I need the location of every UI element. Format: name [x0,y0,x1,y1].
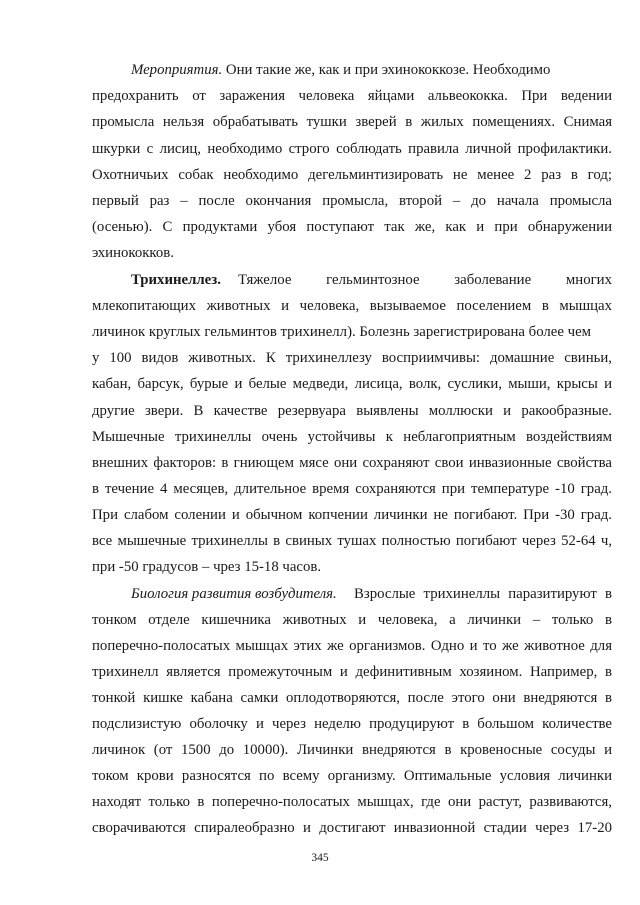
section-lead-measures: Мероприятия. [131,62,223,78]
page-number: 345 [311,852,329,864]
text-run: Взрослые трихинеллы паразитируют в [354,586,612,602]
text-run: сворачиваются спиралеобразно и достигают инвазионной стадии через 17-20 [92,820,612,836]
text-run: тонкой кишке кабана самки оплодотворяются, после этого они внедряются в [92,690,612,706]
text-run: предохранить от заражения человека яйцами альвеококка. При ведении [92,88,612,104]
text-line [0,686,640,710]
text-line [0,346,640,370]
text-run: промысла нельзя обрабатывать тушки зверей в жилых помещениях. Снимая [92,114,612,130]
text-run: в течение 4 месяцев, длительное время сохраняются при температуре -10 град. [92,481,612,497]
text-line [0,372,640,396]
text-run: другие звери. В качестве резервуара выявлены моллюски и ракообразные. [92,403,612,419]
section-lead-biology: Биология развития возбудителя. [131,586,337,602]
text-run: внешних факторов: в гниющем мясе они сохраняют свои инвазионные свойства [92,455,612,471]
text-line [0,84,640,108]
text-run: находят только в поперечно-полосатых мышцах, где они растут, развиваются, [92,794,612,810]
text-run: личинок (от 1500 до 10000). Личинки внедряются в кровеносные сосуды и [92,742,612,758]
text-run: тонком отделе кишечника животных и человека, а личинки – только в [92,612,612,628]
text-run: при -50 градусов – чрез 15-18 часов. [92,559,322,575]
text-run: млекопитающих животных и человека, вызываемое поселением в мышцах [92,298,612,314]
text-line [0,268,640,292]
text-run: личинок круглых гельминтов трихинелл). Болезнь зарегистрирована более чем [92,324,591,340]
text-line [0,608,640,632]
text-run: первый раз – после окончания промысла, второй – до начала промысла [92,193,612,209]
text-line [0,477,640,501]
text-run: кабан, барсук, бурые и белые медведи, лисица, волк, суслики, мыши, крысы и [92,376,612,392]
text-run: Мышечные трихинеллы очень устойчивы к неблагоприятным воздействиям [92,429,612,445]
text-run: При слабом солении и обычном копчении личинки не погибают. При -30 град. [92,507,612,523]
text-line [0,738,640,762]
text-line [0,634,640,658]
text-line [0,58,640,82]
text-run: шкурки с лисиц, необходимо строго соблюдать правила личной профилактики. [92,141,612,157]
text-line [0,215,640,239]
text-run: Они такие же, как и при эхинококкозе. Необходимо [225,62,551,78]
text-run: у 100 видов животных. К трихинеллезу восприимчивы: домашние свиньи, [92,350,612,366]
text-line [0,294,640,318]
text-line [0,582,640,606]
text-line [0,712,640,736]
text-line [0,790,640,814]
text-run: эхинококков. [92,245,174,261]
text-line [0,189,640,213]
text-line [0,529,640,553]
text-line [0,660,640,684]
text-line [0,399,640,423]
text-run: Охотничьих собак необходимо дегельминтизировать не менее 2 раз в год; [92,167,612,183]
text-line [0,503,640,527]
text-line [0,425,640,449]
text-line [0,163,640,187]
text-run: током крови разносятся по всему организму. Оптимальные условия личинки [92,768,612,784]
text-line [0,764,640,788]
text-run: Тяжелое гельминтозное заболевание многих [238,272,612,288]
text-line [0,816,640,840]
text-run: поперечно-полосатых мышцах этих же организмов. Одно и то же животное для [92,638,612,654]
text-line [0,110,640,134]
text-run: все мышечные трихинеллы в свиных тушах полностью погибают через 52-64 ч, [92,533,612,549]
section-lead-trichinellosis: Трихинеллез. [131,272,221,288]
text-line [0,320,640,344]
text-run: трихинелл является промежуточным и дефинитивным хозяином. Например, в [92,664,612,680]
text-line [0,241,640,265]
text-line [0,137,640,161]
text-line [0,555,640,579]
text-run: подслизистую оболочку и через неделю продуцируют в большом количестве [92,716,612,732]
text-line [0,451,640,475]
text-run: (осенью). С продуктами убоя поступают так же, как и при обнаружении [92,219,612,235]
